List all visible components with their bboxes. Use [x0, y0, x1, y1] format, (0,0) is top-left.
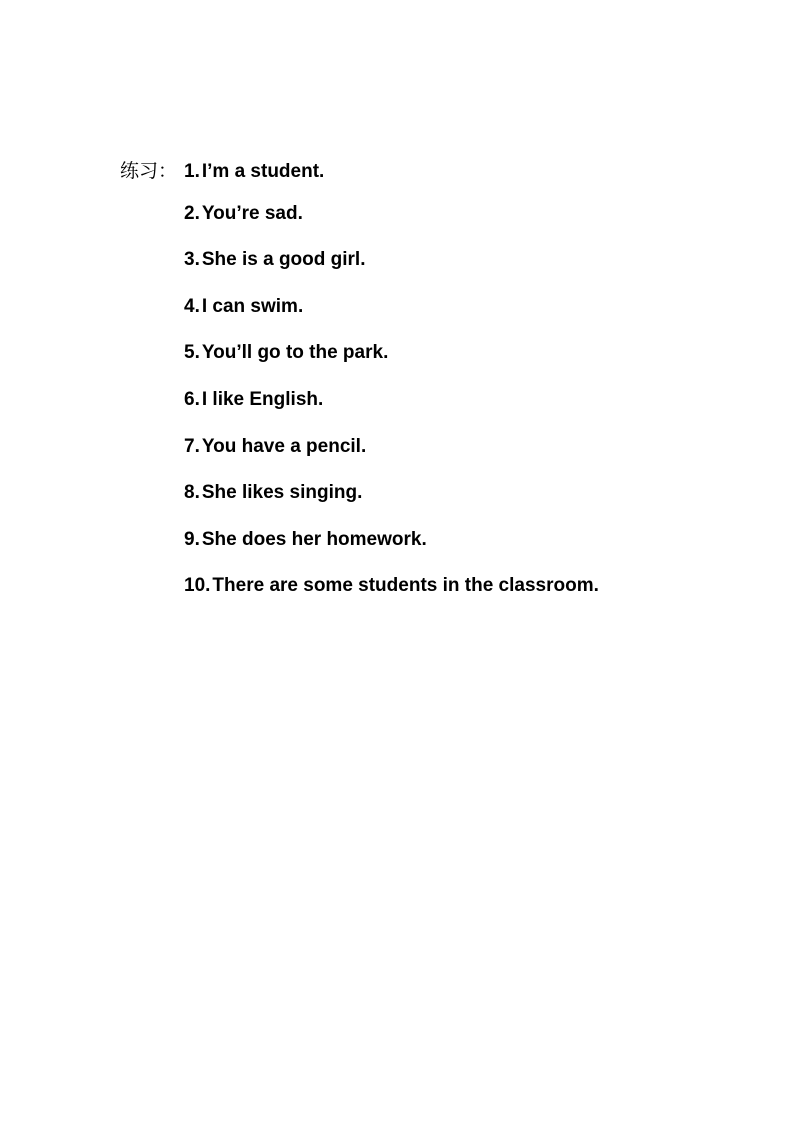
- item-number: 2.: [184, 202, 200, 224]
- exercise-list: [120, 156, 599, 622]
- item-number: 6.: [184, 388, 200, 410]
- item-sentence: You’re sad.: [201, 202, 303, 224]
- exercise-item-6: [120, 389, 599, 436]
- exercise-item-8: [120, 482, 599, 529]
- item-sentence: There are some students in the classroom.: [212, 575, 599, 597]
- item-number: 3.: [184, 249, 200, 271]
- item-number: 7.: [184, 435, 200, 457]
- item-number: 8.: [184, 482, 200, 504]
- exercise-item-3: [120, 249, 599, 296]
- item-sentence: I like English.: [201, 388, 324, 410]
- item-number: 5.: [184, 342, 200, 364]
- item-sentence: You have a pencil.: [201, 435, 367, 457]
- exercise-item-1: [120, 156, 599, 203]
- item-number: 9.: [184, 528, 200, 550]
- exercise-item-2: [120, 203, 599, 250]
- exercise-item-9: [120, 529, 599, 576]
- item-number: 10.: [184, 575, 211, 597]
- item-sentence: She does her homework.: [201, 528, 427, 550]
- exercise-item-7: [120, 436, 599, 483]
- item-sentence: She is a good girl.: [201, 249, 366, 271]
- item-number: 1.: [184, 161, 200, 182]
- exercise-label: 练习：: [120, 160, 178, 182]
- item-sentence: I can swim.: [201, 295, 304, 317]
- item-number: 4.: [184, 295, 200, 317]
- exercise-item-4: [120, 296, 599, 343]
- item-sentence: She likes singing.: [201, 482, 363, 504]
- item-sentence: I’m a student.: [201, 161, 325, 182]
- exercise-item-5: [120, 342, 599, 389]
- exercise-item-10: [120, 575, 599, 622]
- item-sentence: You’ll go to the park.: [201, 342, 389, 364]
